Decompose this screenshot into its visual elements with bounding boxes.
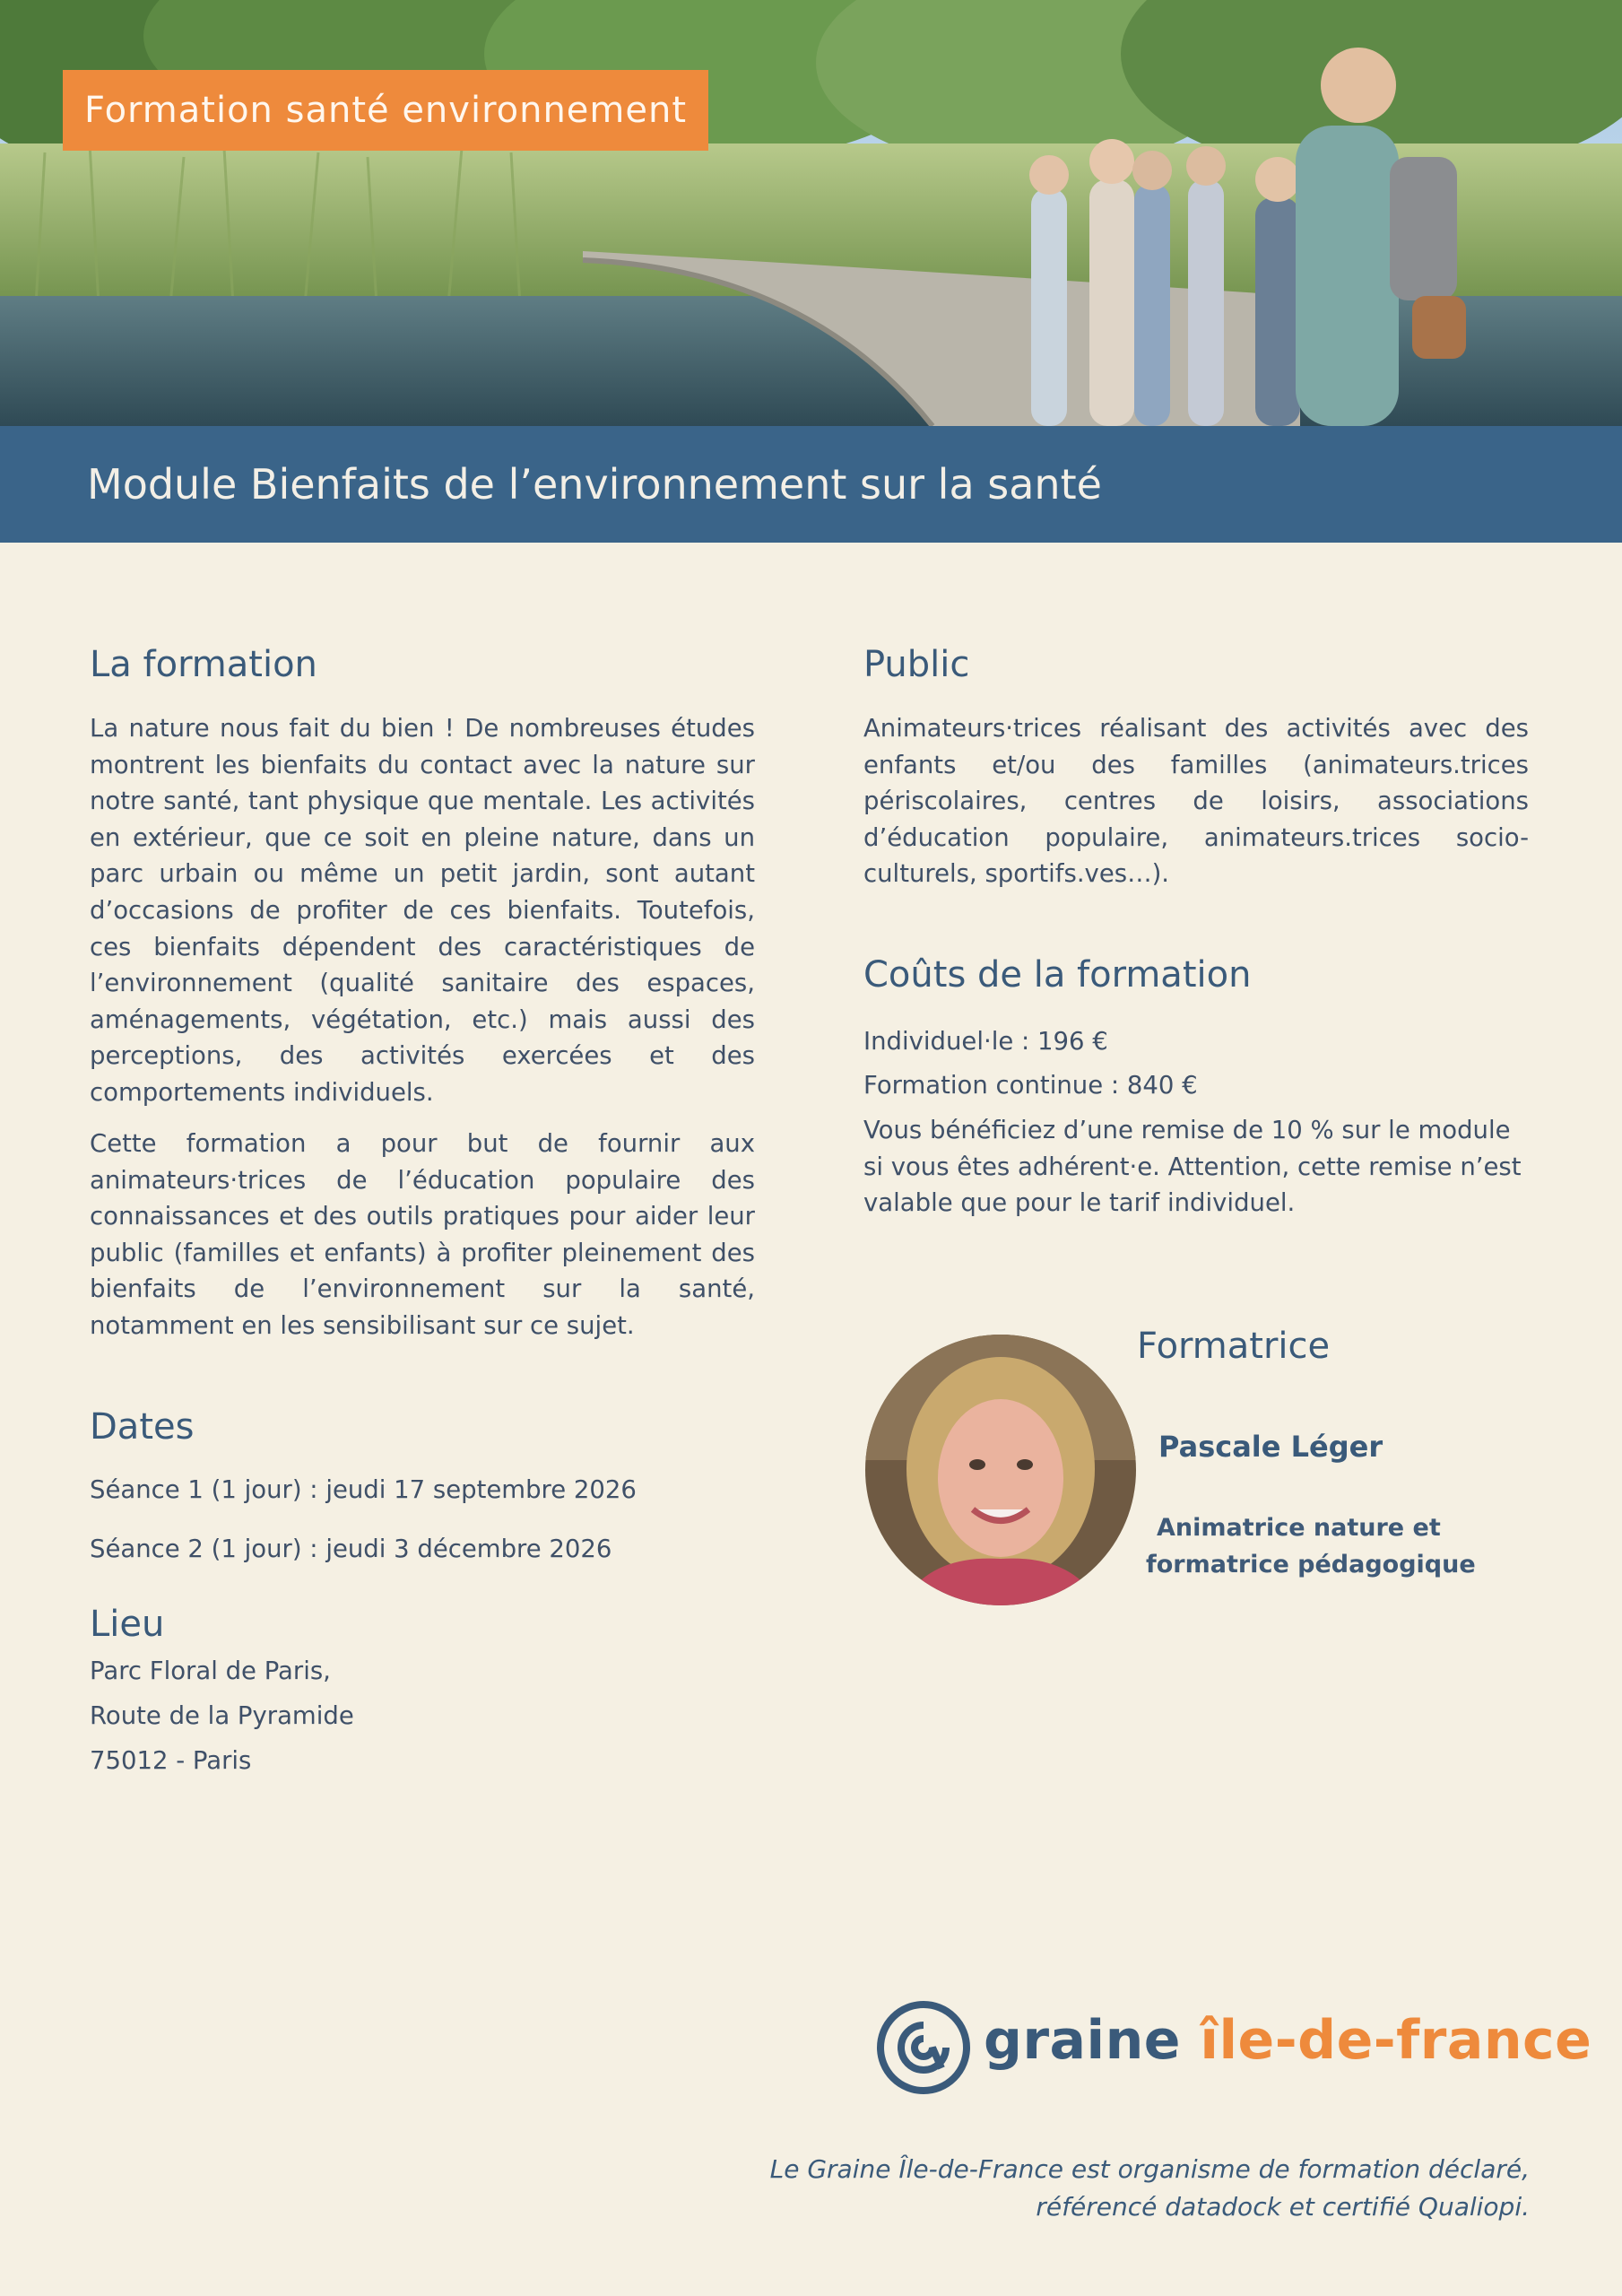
footer-line-1: Le Graine Île-de-France est organisme de formation déclaré, xyxy=(769,2154,1530,2184)
logo-word-graine: graine xyxy=(984,2009,1201,2072)
formation-paragraph-2: Cette formation a pour but de fournir aux animateurs·trices de l’éducation populaire des connaissances et des outils pratiques pour aider leur public (familles et enfants) à profiter pleinement des bienfaits de l’environnement sur la santé, notamment en les sensibilisant sur ce sujet. xyxy=(90,1129,755,1340)
lieu-heading: Lieu xyxy=(90,1604,165,1645)
remise-text: Vous bénéficiez d’une remise de 10 % sur le module si vous êtes adhérent·e. Attention, cette remise n’est valable que pour le tarif individuel. xyxy=(863,1116,1522,1218)
session-2: Séance 2 (1 jour) : jeudi 3 décembre 2026 xyxy=(90,1535,612,1563)
couts-heading: Coûts de la formation xyxy=(863,954,1252,996)
lieu-line-3: 75012 - Paris xyxy=(90,1746,252,1775)
hero-photo xyxy=(0,0,1622,426)
module-title: Module Bienfaits de l’environnement sur la santé xyxy=(87,460,1102,509)
cout-formation-continue: Formation continue : 840 € xyxy=(863,1071,1198,1100)
trainer-role xyxy=(1146,1509,1476,1583)
public-heading: Public xyxy=(863,644,970,685)
hero-landscape-image xyxy=(0,0,1622,426)
title-band xyxy=(0,426,1622,543)
trainer-photo xyxy=(865,1335,1136,1605)
formation-heading: La formation xyxy=(90,644,317,685)
trainer-portrait-image xyxy=(865,1335,1136,1605)
trainer-name: Pascale Léger xyxy=(1158,1430,1383,1464)
footer-line-2: référencé datadock et certifié Qualiopi. xyxy=(1036,2192,1530,2222)
logo-wordmark xyxy=(984,2009,1592,2072)
lieu-line-1: Parc Floral de Paris, xyxy=(90,1657,331,1685)
cout-individuel: Individuel·le : 196 € xyxy=(863,1027,1108,1056)
graine-spiral-icon xyxy=(874,1998,973,2097)
trainer-role-line-1: Animatrice nature et xyxy=(1157,1514,1441,1542)
category-tag: Formation santé environnement xyxy=(63,70,708,151)
session-1: Séance 1 (1 jour) : jeudi 17 septembre 2026 xyxy=(90,1475,637,1504)
graine-logo xyxy=(874,1998,1592,2097)
formatrice-heading: Formatrice xyxy=(1137,1326,1331,1367)
dates-heading: Dates xyxy=(90,1406,195,1448)
trainer-role-line-2: formatrice pédagogique xyxy=(1146,1551,1476,1578)
logo-word-region: île-de-france xyxy=(1200,2009,1592,2072)
public-text: Animateurs·trices réalisant des activités avec des enfants et/ou des familles (animateurs.trices périscolaires, centres de loisirs, associations d’éducation populaire, animateurs.trices socio-culturels, sportifs.ves…). xyxy=(863,714,1529,889)
certification-footer xyxy=(770,2151,1530,2226)
formation-paragraph-1: La nature nous fait du bien ! De nombreuses études montrent les bienfaits du contact avec la nature sur notre santé, tant physique que mentale. Les activités en extérieur, que ce soit en pleine nature, dans un parc urbain ou même un petit jardin, sont autant d’occasions de profiter de ces bienfaits. Toutefois, ces bienfaits dépendent des caractéristiques de l’environnement (qualité sanitaire des espaces, aménagements, végétation, etc.) mais aussi des perceptions, des activités exercées et des comportements individuels. xyxy=(90,714,755,1107)
lieu-line-2: Route de la Pyramide xyxy=(90,1701,354,1730)
